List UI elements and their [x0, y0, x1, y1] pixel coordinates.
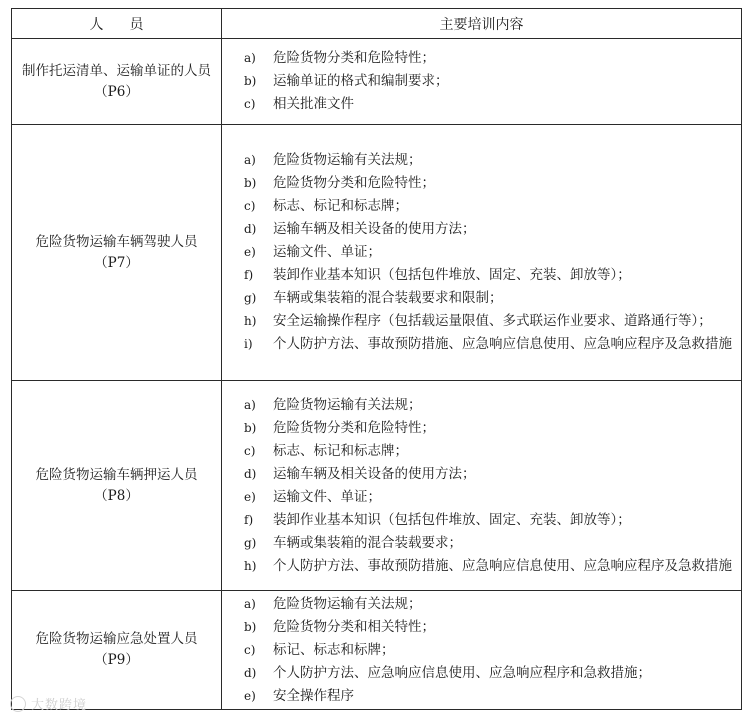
list-item [222, 639, 741, 662]
list-item [222, 394, 741, 417]
item-mark: f) [244, 512, 254, 527]
list-item [222, 333, 741, 356]
item-mark: d) [244, 466, 257, 481]
role-name: 危险货物运输车辆押运人员 [35, 466, 198, 483]
list-item [222, 287, 741, 310]
item-text: 运输文件、单证； [273, 244, 381, 260]
list-item [222, 440, 741, 463]
content-cell [222, 39, 742, 125]
list-item [222, 532, 741, 555]
item-text: 标志、标记和标志牌； [273, 442, 408, 459]
role-cell [12, 39, 222, 125]
content-cell [222, 591, 742, 710]
list-item [222, 593, 741, 616]
header-personnel: 人员 [12, 9, 222, 39]
list-item [222, 555, 741, 578]
role-name: 制作托运清单、运输单证的人员 [22, 62, 211, 79]
item-mark: a) [244, 51, 256, 65]
list-item [222, 310, 741, 333]
item-text: 危险货物运输有关法规； [273, 152, 422, 168]
item-text: 运输车辆及相关设备的使用方法； [273, 221, 476, 237]
item-mark: e) [244, 489, 256, 504]
item-mark: b) [244, 176, 257, 190]
watermark-logo-icon [10, 696, 26, 712]
content-cell [222, 381, 742, 591]
item-mark: e) [244, 688, 256, 703]
item-text: 标志、标记和标志牌； [273, 198, 408, 214]
table-row [12, 39, 742, 125]
item-mark: b) [244, 619, 257, 634]
watermark [10, 694, 87, 713]
item-text: 危险货物运输有关法规； [273, 595, 422, 612]
item-text: 安全运输操作程序（包括载运量限值、多式联运作业要求、道路通行等）； [273, 313, 712, 329]
list-item [222, 218, 741, 241]
training-table [11, 8, 742, 710]
table-row [12, 591, 742, 710]
item-text: 危险货物分类和相关特性； [273, 618, 435, 635]
role-code: （P6） [94, 83, 139, 100]
list-item [222, 509, 741, 532]
item-mark: d) [244, 222, 257, 236]
item-mark: a) [244, 397, 256, 412]
item-text: 危险货物分类和危险特性； [273, 50, 435, 66]
item-mark: c) [244, 199, 256, 213]
item-mark: c) [244, 642, 256, 657]
item-mark: b) [244, 420, 257, 435]
item-text: 个人防护方法、事故预防措施、应急响应信息使用、应急响应程序及急救措施 [273, 557, 732, 574]
item-mark: d) [244, 665, 257, 680]
item-text: 车辆或集装箱的混合装载要求； [273, 534, 462, 551]
item-text: 个人防护方法、应急响应信息使用、应急响应程序和急救措施； [273, 664, 651, 681]
list-item [222, 662, 741, 685]
role-name: 危险货物运输车辆驾驶人员 [35, 233, 198, 250]
item-mark: h) [244, 314, 257, 328]
item-text: 装卸作业基本知识（包括包件堆放、固定、充装、卸放等）； [273, 267, 631, 283]
table-row [12, 125, 742, 381]
role-cell [12, 381, 222, 591]
item-mark: a) [244, 596, 256, 611]
list-item [222, 195, 741, 218]
item-text: 危险货物分类和危险特性； [273, 419, 435, 436]
item-mark: e) [244, 245, 256, 259]
item-mark: b) [244, 74, 257, 88]
list-item [222, 70, 741, 93]
table-header-row [12, 9, 742, 39]
list-item [222, 616, 741, 639]
watermark-text: 大数跨境 [31, 698, 88, 713]
item-mark: c) [244, 443, 256, 458]
item-text: 车辆或集装箱的混合装载要求和限制； [273, 290, 503, 306]
item-mark: a) [244, 153, 256, 167]
role-cell [12, 591, 222, 710]
list-item [222, 417, 741, 440]
item-mark: h) [244, 558, 257, 573]
role-name: 危险货物运输应急处置人员 [35, 631, 198, 647]
role-code: （P9） [94, 652, 139, 668]
table-row [12, 381, 742, 591]
item-mark: i) [244, 337, 253, 351]
list-item [222, 149, 741, 172]
item-text: 相关批准文件 [273, 96, 354, 112]
role-cell [12, 125, 222, 381]
list-item [222, 47, 741, 70]
list-item [222, 172, 741, 195]
item-mark: c) [244, 97, 256, 111]
header-training-content: 主要培训内容 [222, 9, 742, 39]
item-text: 运输文件、单证； [273, 488, 381, 505]
list-item [222, 486, 741, 509]
item-mark: g) [244, 535, 257, 550]
item-text: 标记、标志和标牌； [273, 641, 395, 658]
item-text: 运输单证的格式和编制要求； [273, 73, 449, 89]
list-item [222, 463, 741, 486]
item-mark: g) [244, 291, 257, 305]
item-text: 安全操作程序 [273, 687, 354, 704]
item-text: 危险货物运输有关法规； [273, 396, 422, 413]
item-text: 危险货物分类和危险特性； [273, 175, 435, 191]
list-item [222, 685, 741, 708]
item-text: 个人防护方法、事故预防措施、应急响应信息使用、应急响应程序及急救措施 [273, 336, 732, 352]
role-code: （P7） [94, 254, 139, 271]
item-mark: f) [244, 268, 254, 282]
item-text: 运输车辆及相关设备的使用方法； [273, 465, 476, 482]
list-item [222, 241, 741, 264]
list-item [222, 93, 741, 116]
list-item [222, 264, 741, 287]
role-code: （P8） [94, 487, 139, 504]
item-text: 装卸作业基本知识（包括包件堆放、固定、充装、卸放等）； [273, 511, 631, 528]
content-cell [222, 125, 742, 381]
